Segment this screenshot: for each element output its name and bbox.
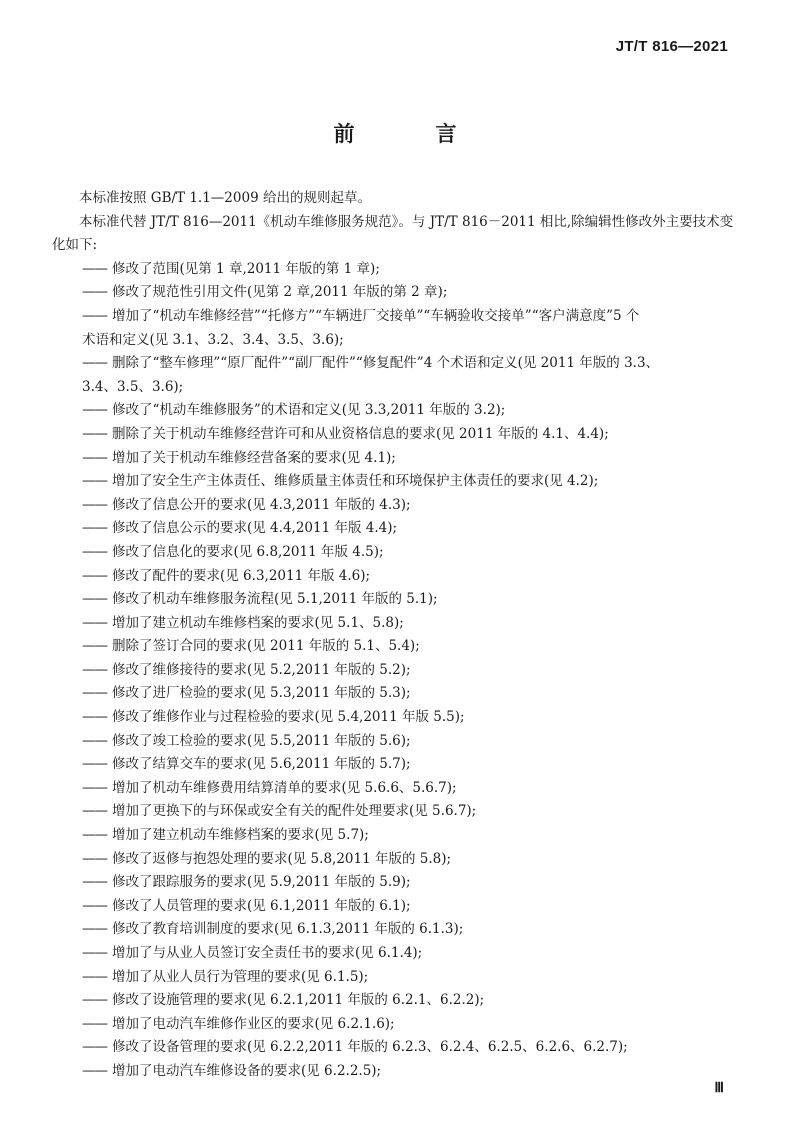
list-item-text: 修改了跟踪服务的要求(见 5.9,2011 年版的 5.9);: [112, 874, 411, 891]
list-item-text: 修改了范围(见第 1 章,2011 年版的第 1 章);: [112, 260, 380, 277]
list-item: [52, 659, 738, 683]
list-item-text: 修改了进厂检验的要求(见 5.3,2011 年版的 5.3);: [112, 685, 411, 702]
list-item-text: 删除了“整车修理”“原厂配件”“副厂配件”“修复配件”4 个术语和定义(见 2011 年版的 3.3、: [112, 355, 660, 372]
intro-paragraph-1: 本标准按照 GB/T 1.1—2009 给出的规则起草。: [79, 190, 371, 206]
list-item: [52, 399, 738, 423]
list-item: [52, 541, 738, 565]
list-dash: ——: [82, 591, 107, 608]
list-item-text: 修改了结算交车的要求(见 5.6,2011 年版的 5.7);: [112, 756, 411, 773]
list-dash: ——: [82, 1062, 107, 1079]
list-item: [52, 753, 738, 777]
list-item-text: 修改了信息公示的要求(见 4.4,2011 年版 4.4);: [112, 520, 398, 537]
list-item: [52, 848, 738, 872]
list-dash: ——: [82, 945, 107, 961]
list-item-text: 增加了关于机动车维修经营备案的要求(见 4.1);: [112, 449, 396, 466]
list-item: [52, 871, 738, 895]
list-dash: ——: [82, 921, 107, 938]
list-item-text: 增加了电动汽车维修作业区的要求(见 6.2.1.6);: [112, 1015, 395, 1032]
list-item-continuation: 3.4、3.5、3.6);: [82, 378, 184, 395]
list-item: [52, 1060, 738, 1084]
list-item: [52, 305, 738, 352]
list-item: [52, 565, 738, 589]
list-item: [52, 918, 738, 942]
list-item-text: 修改了配件的要求(见 6.3,2011 年版 4.6);: [112, 567, 371, 584]
list-dash: ——: [82, 897, 107, 914]
list-item: [52, 895, 738, 919]
list-item-text: 修改了竣工检验的要求(见 5.5,2011 年版的 5.6);: [112, 732, 411, 749]
list-dash: ——: [82, 709, 107, 726]
list-item-text: 修改了维修接待的要求(见 5.2,2011 年版的 5.2);: [112, 661, 411, 678]
list-item: [52, 588, 738, 612]
list-dash: ——: [82, 756, 107, 773]
list-dash: ——: [82, 638, 107, 655]
list-item-text: 修改了信息公开的要求(见 4.3,2011 年版的 4.3);: [112, 496, 411, 513]
list-item-text: 修改了设备管理的要求(见 6.2.2,2011 年版的 6.2.3、6.2.4、6.2.5、6.2.6、6.2.7);: [112, 1039, 628, 1056]
list-item-text: 修改了返修与抱怨处理的要求(见 5.8,2011 年版的 5.8);: [112, 850, 452, 867]
list-dash: ——: [82, 614, 107, 631]
list-item: [52, 281, 738, 305]
list-item-text: 增加了电动汽车维修设备的要求(见 6.2.2.5);: [112, 1062, 382, 1079]
list-item: [52, 1036, 738, 1060]
document-body: [52, 187, 738, 1084]
list-item-text: 修改了人员管理的要求(见 6.1,2011 年版的 6.1);: [112, 897, 411, 914]
intro-paragraph-2: 本标准代替 JT/T 816—2011《机动车维修服务规范》。与 JT/T 816－2011 相比,除编辑性修改外主要技术变化如下:: [52, 213, 734, 254]
list-item: [52, 1013, 738, 1037]
list-item: [52, 706, 738, 730]
list-dash: ——: [82, 779, 107, 796]
list-dash: ——: [82, 732, 107, 749]
list-item: [52, 635, 738, 659]
list-dash: ——: [82, 543, 107, 560]
list-dash: ——: [82, 449, 107, 466]
list-item: [52, 517, 738, 541]
list-item-text: 增加了从业人员行为管理的要求(见 6.1.5);: [112, 968, 369, 985]
list-item-text: 修改了信息化的要求(见 6.8,2011 年版 4.5);: [112, 543, 384, 560]
list-item: [52, 612, 738, 636]
list-item-text: 删除了签订合同的要求(见 2011 年版的 5.1、5.4);: [112, 638, 420, 655]
list-dash: ——: [82, 425, 107, 442]
list-item-text: 修改了设施管理的要求(见 6.2.1,2011 年版的 6.2.1、6.2.2);: [112, 992, 485, 1009]
list-item: [52, 777, 738, 801]
list-item: [52, 470, 738, 494]
list-dash: ——: [82, 520, 107, 537]
list-item: [52, 258, 738, 282]
list-item-text: 修改了机动车维修服务流程(见 5.1,2011 年版的 5.1);: [112, 591, 438, 608]
list-item: [52, 447, 738, 471]
list-item-text: 修改了教育培训制度的要求(见 6.1.3,2011 年版的 6.1.3);: [112, 921, 464, 938]
list-item-text: 增加了建立机动车维修档案的要求(见 5.1、5.8);: [112, 614, 404, 631]
list-dash: ——: [82, 567, 107, 584]
list-item-text: 增加了机动车维修费用结算清单的要求(见 5.6.6、5.6.7);: [112, 779, 457, 796]
list-item-text: 删除了关于机动车维修经营许可和从业资格信息的要求(见 2011 年版的 4.1、4.4);: [112, 425, 609, 442]
list-item-continuation: 术语和定义(见 3.1、3.2、3.4、3.5、3.6);: [82, 331, 344, 348]
list-item-text: 增加了安全生产主体责任、维修质量主体责任和环境保护主体责任的要求(见 4.2);: [112, 473, 599, 490]
list-item: [52, 966, 738, 990]
page-number: Ⅲ: [714, 1081, 724, 1096]
list-item: [52, 682, 738, 706]
list-item-text: 增加了更换下的与环保或安全有关的配件处理要求(见 5.6.7);: [112, 803, 477, 820]
list-item-text: 增加了“机动车维修经营”“托修方”“车辆进厂交接单”“车辆验收交接单”“客户满意度”5 个: [112, 307, 640, 324]
list-dash: ——: [82, 661, 107, 678]
list-dash: ——: [82, 496, 107, 513]
list-item: [52, 989, 738, 1013]
list-item: [52, 352, 738, 399]
list-item: [52, 730, 738, 754]
change-list: [52, 258, 738, 1084]
list-item: [52, 824, 738, 848]
list-dash: ——: [82, 473, 107, 490]
list-item: [52, 800, 738, 824]
list-item: [52, 494, 738, 518]
list-dash: ——: [82, 260, 107, 277]
list-dash: ——: [82, 685, 107, 702]
standard-code: JT/T 816—2021: [615, 38, 728, 55]
list-dash: ——: [82, 850, 107, 867]
list-item-text: 修改了规范性引用文件(见第 2 章,2011 年版的第 2 章);: [112, 284, 448, 301]
list-item: [52, 942, 738, 966]
list-item-text: 增加了与从业人员签订安全责任书的要求(见 6.1.4);: [112, 945, 423, 961]
list-dash: ——: [82, 355, 107, 372]
list-item-text: 修改了维修作业与过程检验的要求(见 5.4,2011 年版 5.5);: [112, 709, 465, 726]
list-item: [52, 423, 738, 447]
list-dash: ——: [82, 402, 107, 419]
list-dash: ——: [82, 307, 107, 324]
list-item-text: 修改了“机动车维修服务”的术语和定义(见 3.3,2011 年版的 3.2);: [112, 402, 506, 419]
list-dash: ——: [82, 284, 107, 301]
list-dash: ——: [82, 992, 107, 1009]
list-dash: ——: [82, 827, 107, 844]
list-item-text: 增加了建立机动车维修档案的要求(见 5.7);: [112, 827, 369, 844]
page-title: 前 言: [333, 122, 487, 146]
list-dash: ——: [82, 968, 107, 985]
list-dash: ——: [82, 803, 107, 820]
list-dash: ——: [82, 1039, 107, 1056]
list-dash: ——: [82, 1015, 107, 1032]
list-dash: ——: [82, 874, 107, 891]
